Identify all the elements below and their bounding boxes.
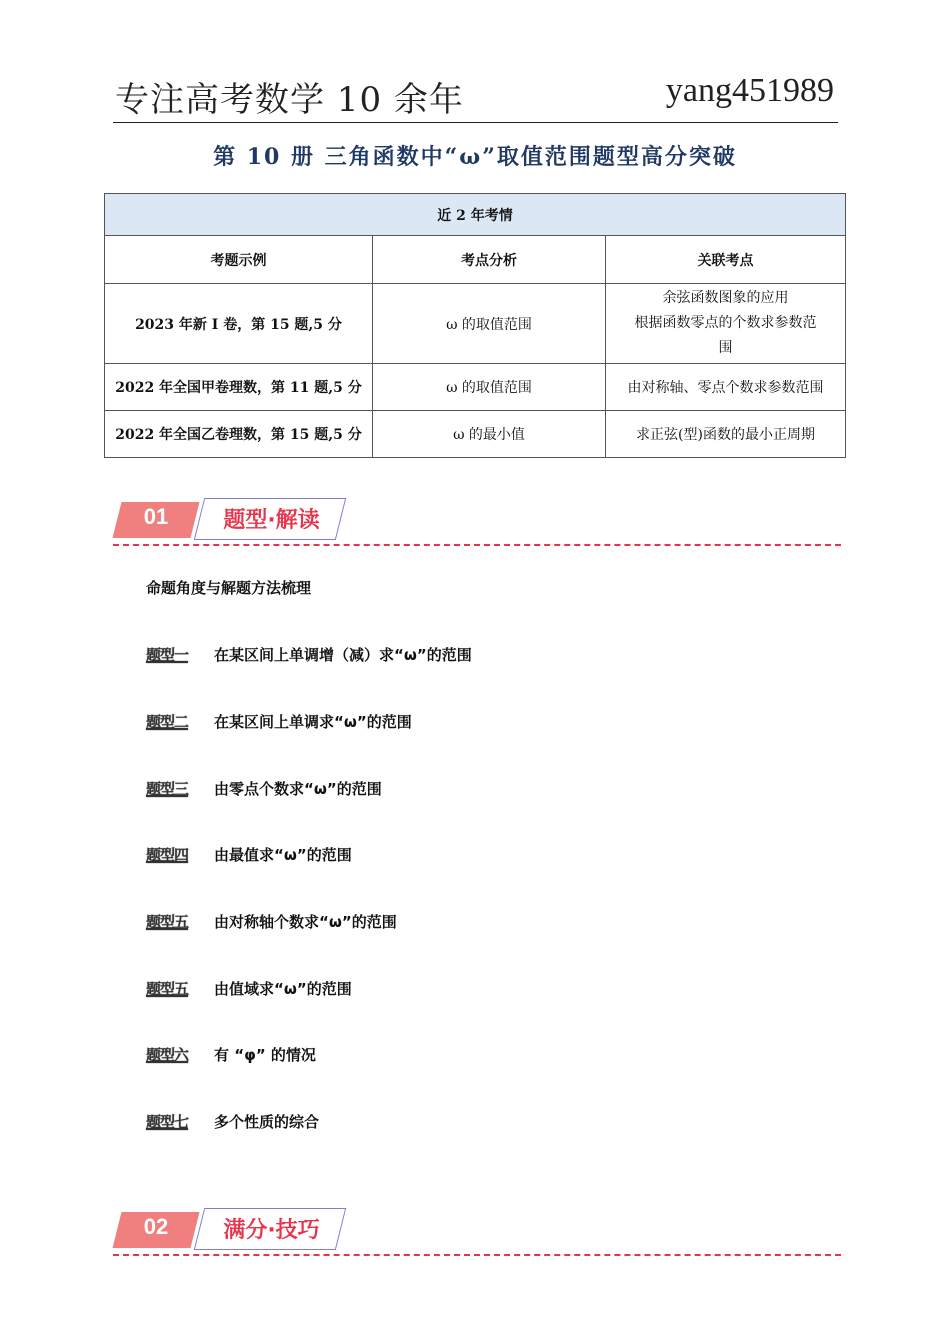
col-header-related: 关联考点 [606, 236, 846, 284]
section-number: 02 [143, 1214, 169, 1239]
table-row [105, 364, 846, 411]
type-tag: 题型五 [146, 913, 189, 931]
type-tag: 题型一 [146, 646, 189, 664]
question-type-item [146, 1111, 319, 1133]
question-type-item [146, 711, 412, 733]
related-line: 根据函数零点的个数求参数范 [634, 315, 817, 331]
type-text: 在某区间上单调增（减）求“ω”的范围 [214, 646, 472, 664]
type-tag: 题型二 [146, 713, 189, 731]
row-example: 2022 年全国乙卷理数，第 15 题,5 分 [105, 411, 373, 458]
type-text: 在某区间上单调求“ω”的范围 [214, 713, 412, 731]
type-text: 由最值求“ω”的范围 [214, 846, 352, 864]
question-type-item [146, 978, 352, 1000]
page-title: 第 10 册 三角函数中“ω”取值范围题型高分突破 [213, 144, 737, 170]
section-divider [113, 544, 841, 546]
question-type-item [146, 644, 472, 666]
row-related: 求正弦(型)函数的最小正周期 [606, 411, 846, 458]
type-text: 由对称轴个数求“ω”的范围 [214, 913, 397, 931]
exam-table [104, 193, 846, 458]
page-header [113, 62, 838, 123]
question-type-item [146, 1044, 316, 1066]
section-label: 题型·解读 [223, 508, 320, 533]
section-number: 01 [143, 504, 169, 529]
col-header-example: 考题示例 [105, 236, 373, 284]
section-description: 命题角度与解题方法梳理 [146, 579, 312, 597]
type-tag: 题型五 [146, 980, 189, 998]
related-line: 余弦函数图象的应用 [662, 290, 789, 306]
row-analysis: ω 的取值范围 [373, 364, 606, 411]
type-text: 多个性质的综合 [214, 1113, 320, 1131]
question-type-item [146, 778, 382, 800]
question-type-item [146, 911, 397, 933]
header-author: yang451989 [665, 72, 834, 109]
row-example: 2022 年全国甲卷理数，第 11 题,5 分 [105, 364, 373, 411]
row-analysis: ω 的取值范围 [373, 284, 606, 364]
type-tag: 题型七 [146, 1113, 189, 1131]
type-text: 有 “φ” 的情况 [214, 1046, 316, 1064]
table-caption: 近 2 年考情 [105, 194, 846, 236]
section-divider [113, 1254, 841, 1256]
row-analysis: ω 的最小值 [373, 411, 606, 458]
type-text: 由零点个数求“ω”的范围 [214, 780, 382, 798]
question-type-item [146, 844, 352, 866]
row-related [606, 284, 846, 364]
header-brand: 专注高考数学 10 余年 [115, 80, 464, 120]
type-tag: 题型三 [146, 780, 189, 798]
row-example: 2023 年新 I 卷，第 15 题,5 分 [105, 284, 373, 364]
section-banner-01 [113, 498, 843, 558]
type-tag: 题型六 [146, 1046, 189, 1064]
type-tag: 题型四 [146, 846, 189, 864]
row-related: 由对称轴、零点个数求参数范围 [606, 364, 846, 411]
related-line: 围 [718, 340, 733, 356]
section-banner-02 [113, 1208, 843, 1268]
type-text: 由值域求“ω”的范围 [214, 980, 352, 998]
table-row [105, 411, 846, 458]
col-header-analysis: 考点分析 [373, 236, 606, 284]
table-row [105, 284, 846, 364]
section-label: 满分·技巧 [223, 1218, 320, 1243]
